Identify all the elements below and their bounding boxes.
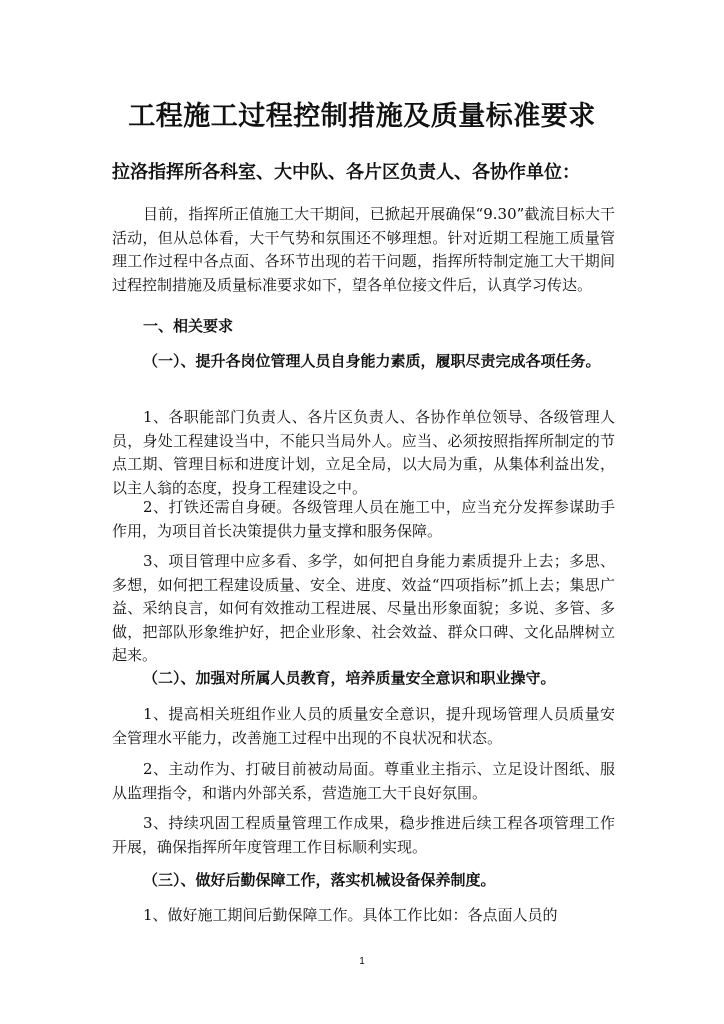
page-number: 1 [359,956,365,967]
paragraph-2-2: 2、主动作为、打破目前被动局面。尊重业主指示、立足设计图纸、服从监理指令，和谐内外部关系，营造施工大干良好氛围。 [112,760,615,802]
paragraph-3-1: 1、做好施工期间后勤保障工作。具体工作比如：各点面人员的 [143,906,558,924]
paragraph-1-1: 1、各职能部门负责人、各片区负责人、各协作单位领导、各级管理人员，身处工程建设当中，不能只当局外人。应当、必须按照指挥所制定的节点工期、管理目标和进度计划，立足全局，以大局为重，从集体利益出发，以主人翁的态度，投身工程建设之中。 [112,408,615,497]
subsection-heading-2: （二）、加强对所属人员教育，培养质量安全意识和职业操守。 [143,669,556,687]
document-title: 工程施工过程控制措施及质量标准要求 [128,101,596,132]
paragraph-2-3: 3、持续巩固工程质量管理工作成果，稳步推进后续工程各项管理工作开展，确保指挥所年度管理工作目标顺利实现。 [112,814,615,856]
paragraph-2-1: 1、提高相关班组作业人员的质量安全意识，提升现场管理人员质量安全管理水平能力，改善施工过程中出现的不良状况和状态。 [112,705,615,747]
paragraph-1-3: 3、项目管理中应多看、多学，如何把自身能力素质提升上去；多思、多想，如何把工程建设质量、安全、进度、效益“四项指标”抓上去；集思广益、采纳良言，如何有效推动工程进展、尽量出形象面貌；多说、多管、多做，把部队形象维护好，把企业形象、社会效益、群众口碑、文化品牌树立起来。 [112,552,615,664]
salutation: 拉洛指挥所各科室、大中队、各片区负责人、各协作单位： [112,162,580,183]
section-heading-requirements: 一、相关要求 [143,317,234,335]
subsection-heading-3: （三）、做好后勤保障工作，落实机械设备保养制度。 [143,871,496,889]
subsection-heading-1: （一）、提升各岗位管理人员自身能力素质，履职尽责完成各项任务。 [143,352,601,370]
paragraph-1-2: 2、打铁还需自身硬。各级管理人员在施工中，应当充分发挥参谋助手作用，为项目首长决策提供力量支撑和服务保障。 [112,498,615,540]
intro-paragraph: 目前，指挥所正值施工大干期间，已掀起开展确保“9.30”截流目标大干活动，但从总体看，大干气势和氛围还不够理想。针对近期工程施工质量管理工作过程中各点面、各环节出现的若干问题，指挥所特制定施工大干期间过程控制措施及质量标准要求如下，望各单位接文件后，认真学习传达。 [112,205,615,294]
